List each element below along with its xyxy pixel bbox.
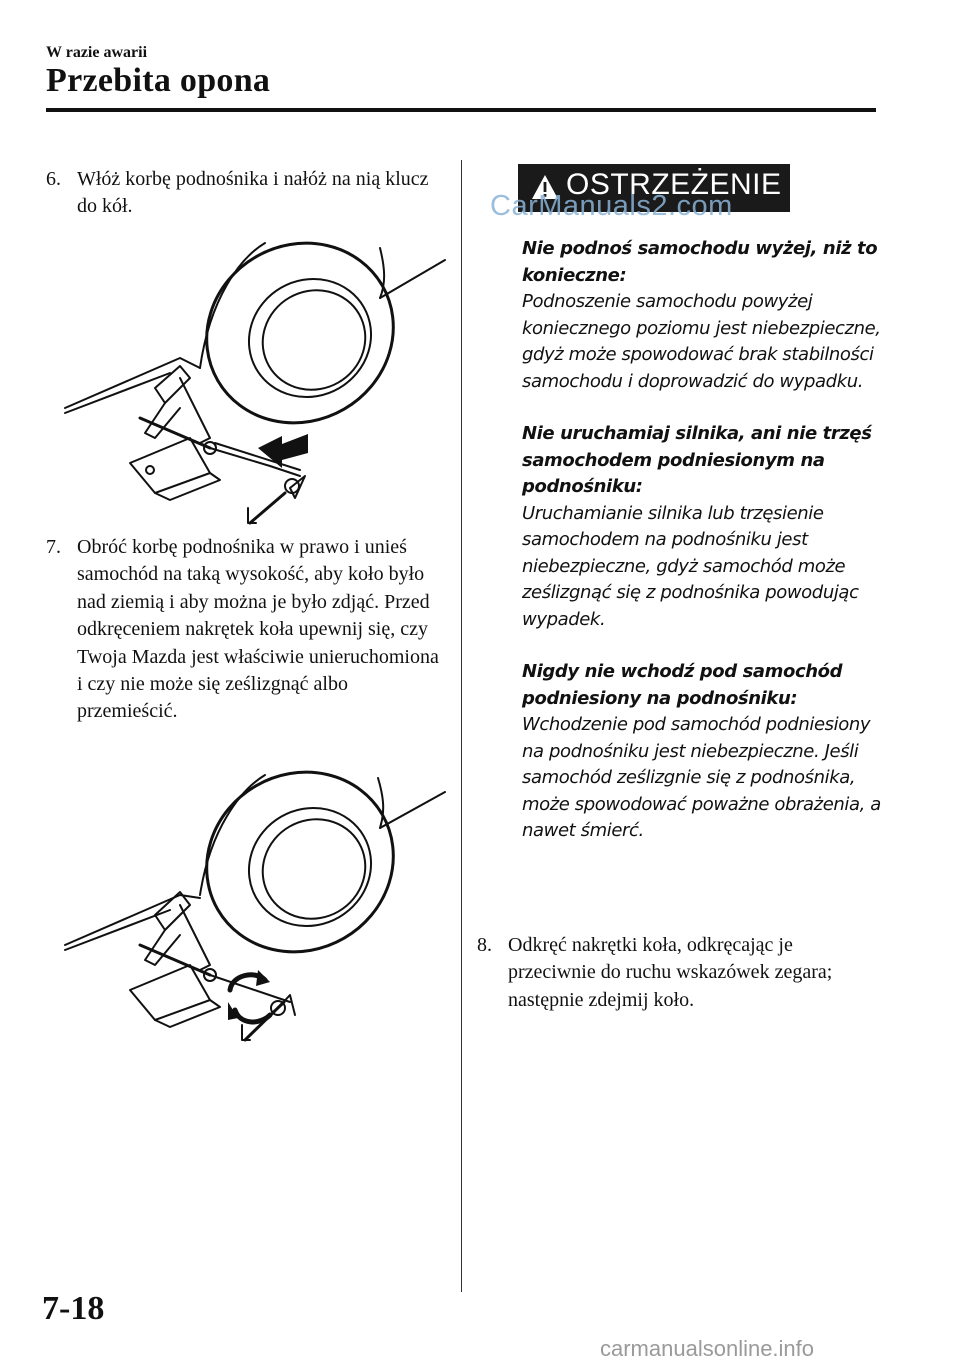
warning-list [522, 236, 882, 871]
page-title: Przebita opona [46, 62, 271, 99]
step-text: Odkręć nakrętki koła, odkręcając je przeciwnie do ruchu wskazówek zegara; następnie zdejmij koło. [508, 934, 833, 1011]
warning-item [522, 659, 882, 845]
warning-heading: Nigdy nie wchodź pod samochód podniesiony na podnośniku: [522, 661, 843, 709]
warning-body: Uruchamianie silnika lub trzęsienie samochodem na podnośniku jest niebezpieczne, gdyż samochód może ześlizgnąć się z podnośnika powodując wypadek. [522, 502, 859, 630]
step-number: 7. [46, 536, 61, 558]
watermark-top: CarManuals2.com [490, 190, 733, 222]
jack-raising-illustration [60, 770, 450, 1052]
section-label: W razie awarii [46, 44, 148, 61]
page-number: 7-18 [42, 1290, 105, 1327]
warning-item [522, 236, 882, 395]
title-rule [46, 108, 876, 112]
step-text: Obróć korbę podnośnika w prawo i unieś samochód na taką wysokość, aby koło było nad ziemią i aby można je było zdjąć. Przed odkręceniem nakrętek koła upewnij się, czy Twoja Mazda jest właściwie unieruchomiona i czy nie może się ześlizgnąć albo przemieścić. [77, 536, 439, 723]
step-number: 8. [477, 934, 492, 956]
watermark-bottom: carmanualsonline.info [600, 1336, 815, 1361]
step-text: Włóż korbę podnośnika i nałóż na nią klucz do kół. [77, 168, 429, 218]
step-6 [46, 166, 446, 221]
warning-body: Podnoszenie samochodu powyżej koniecznego poziomu jest niebezpieczne, gdyż może spowodować brak stabilności samochodu i doprowadzić do wypadku. [522, 291, 881, 392]
warning-body: Wchodzenie pod samochód podniesiony na podnośniku jest niebezpieczne. Jeśli samochód ześlizgnie się z podnośnika, może spowodować poważne obrażenia, a nawet śmierć. [522, 714, 881, 841]
warning-heading: Nie podnoś samochodu wyżej, niż to konieczne: [522, 238, 878, 286]
jack-crank-illustration [60, 238, 450, 528]
step-8 [477, 932, 877, 1014]
warning-label: OSTRZEŻENIE [566, 168, 782, 201]
column-divider [461, 160, 462, 1292]
step-7 [46, 534, 446, 726]
step-number: 6. [46, 168, 61, 190]
warning-item [522, 421, 882, 633]
warning-heading: Nie uruchamiaj silnika, ani nie trzęś samochodem podniesionym na podnośniku: [522, 423, 872, 497]
